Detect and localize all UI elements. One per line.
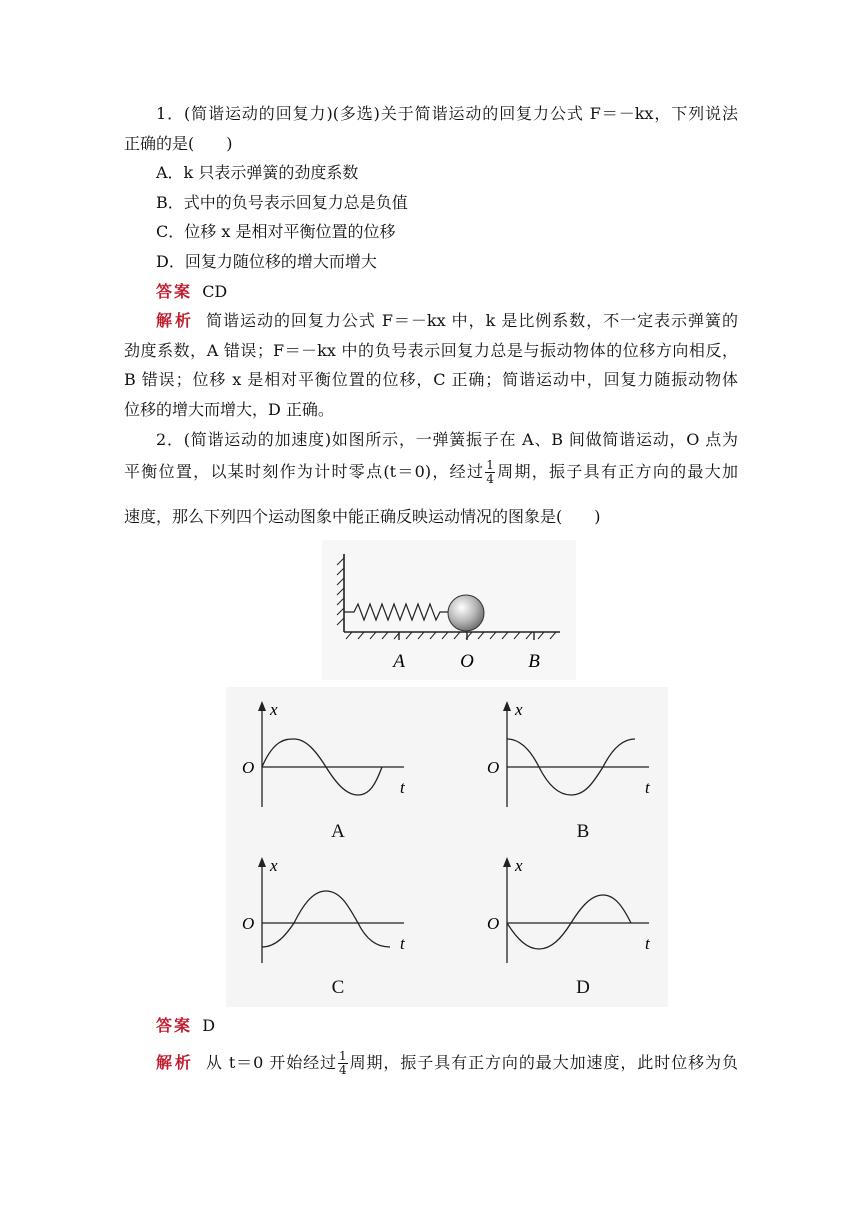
answer-label: 答案 <box>156 282 193 301</box>
analysis-label: 解析 <box>156 1053 194 1072</box>
answer-value: D <box>202 1016 216 1035</box>
motion-graphs-panel <box>226 687 668 1007</box>
graph-d-y-axis-label: x <box>515 856 523 875</box>
graph-a-origin-label: O <box>242 758 255 777</box>
fraction-numerator: 1 <box>486 458 494 472</box>
q1-analysis-line4: 位移的增大而增大，D 正确。 <box>124 400 334 419</box>
graph-d-curve <box>507 895 631 949</box>
graph-b-x-axis-label: t <box>645 778 650 797</box>
graph-d-origin-label: O <box>487 914 500 933</box>
fraction-numerator: 1 <box>339 1049 347 1063</box>
q1-option-d: D．回复力随位移的增大而增大 <box>156 252 377 271</box>
q1-option-b: B．式中的负号表示回复力总是负值 <box>156 193 408 212</box>
spring-oscillator-figure <box>322 540 576 680</box>
graph-c-label: C <box>331 977 345 998</box>
graph-c-x-axis-label: t <box>400 934 405 953</box>
q1-option-c: C．位移 x 是相对平衡位置的位移 <box>156 222 396 241</box>
graph-c-curve <box>262 891 390 947</box>
graph-d-x-axis-label: t <box>645 934 650 953</box>
analysis-text-b: 周期，振子具有正方向的最大加速度，此时位移为负 <box>348 1053 738 1072</box>
q1-option-a: A．k 只表示弹簧的劲度系数 <box>156 163 359 182</box>
graph-d <box>481 855 671 970</box>
answer-label: 答案 <box>156 1016 193 1035</box>
analysis-text: 简谐运动的回复力公式 F＝－kx 中，k 是比例系数，不一定表示弹簧的 <box>206 311 738 330</box>
fraction-quarter <box>485 459 495 486</box>
q1-analysis-line3: B 错误；位移 x 是相对平衡位置的位移，C 正确；简谐运动中，回复力随振动物体 <box>124 370 738 389</box>
graph-b <box>481 699 671 814</box>
q1-stem-line2: 正确的是( ) <box>124 134 233 153</box>
analysis-text-a: 从 t＝0 开始经过 <box>205 1053 338 1072</box>
graph-b-label: B <box>576 821 590 842</box>
graph-a-y-axis-label: x <box>270 700 278 719</box>
oscillator-ball <box>448 595 484 631</box>
q2-analysis-line1 <box>156 1050 738 1077</box>
graph-d-label: D <box>576 977 590 998</box>
graph-b-y-axis-label: x <box>515 700 523 719</box>
graph-a-label: A <box>331 821 345 842</box>
graph-a <box>236 699 426 814</box>
q2-answer <box>156 1015 738 1037</box>
q1-analysis-line1 <box>156 310 738 332</box>
answer-value: CD <box>202 282 228 301</box>
point-o-label: O <box>460 651 474 672</box>
analysis-label: 解析 <box>156 311 194 330</box>
q2-stem-line1: 2．(简谐运动的加速度)如图所示，一弹簧振子在 A、B 间做简谐运动，O 点为 <box>156 430 738 449</box>
graph-a-x-axis-label: t <box>400 778 405 797</box>
fraction-quarter <box>338 1050 348 1077</box>
point-a-label: A <box>393 651 405 672</box>
fraction-denominator: 4 <box>486 472 494 486</box>
q1-analysis-line2: 劲度系数，A 错误；F＝－kx 中的负号表示回复力总是与振动物体的位移方向相反， <box>124 341 738 360</box>
graph-b-origin-label: O <box>487 758 500 777</box>
fraction-denominator: 4 <box>339 1063 347 1077</box>
q2-stem-line2-b: 周期，振子具有正方向的最大加 <box>495 462 738 481</box>
q2-stem-line2 <box>124 459 738 486</box>
q1-answer <box>156 281 738 303</box>
q2-stem-line3: 速度，那么下列四个运动图象中能正确反映运动情况的图象是( ) <box>124 507 601 526</box>
point-b-label: B <box>528 651 540 672</box>
q2-stem-line2-a: 平衡位置，以某时刻作为计时零点(t＝0)，经过 <box>124 462 485 481</box>
graph-c <box>236 855 426 970</box>
graph-c-origin-label: O <box>242 914 255 933</box>
graph-c-y-axis-label: x <box>270 856 278 875</box>
q1-stem-line1: 1．(简谐运动的回复力)(多选)关于简谐运动的回复力公式 F＝－kx，下列说法 <box>156 104 738 123</box>
